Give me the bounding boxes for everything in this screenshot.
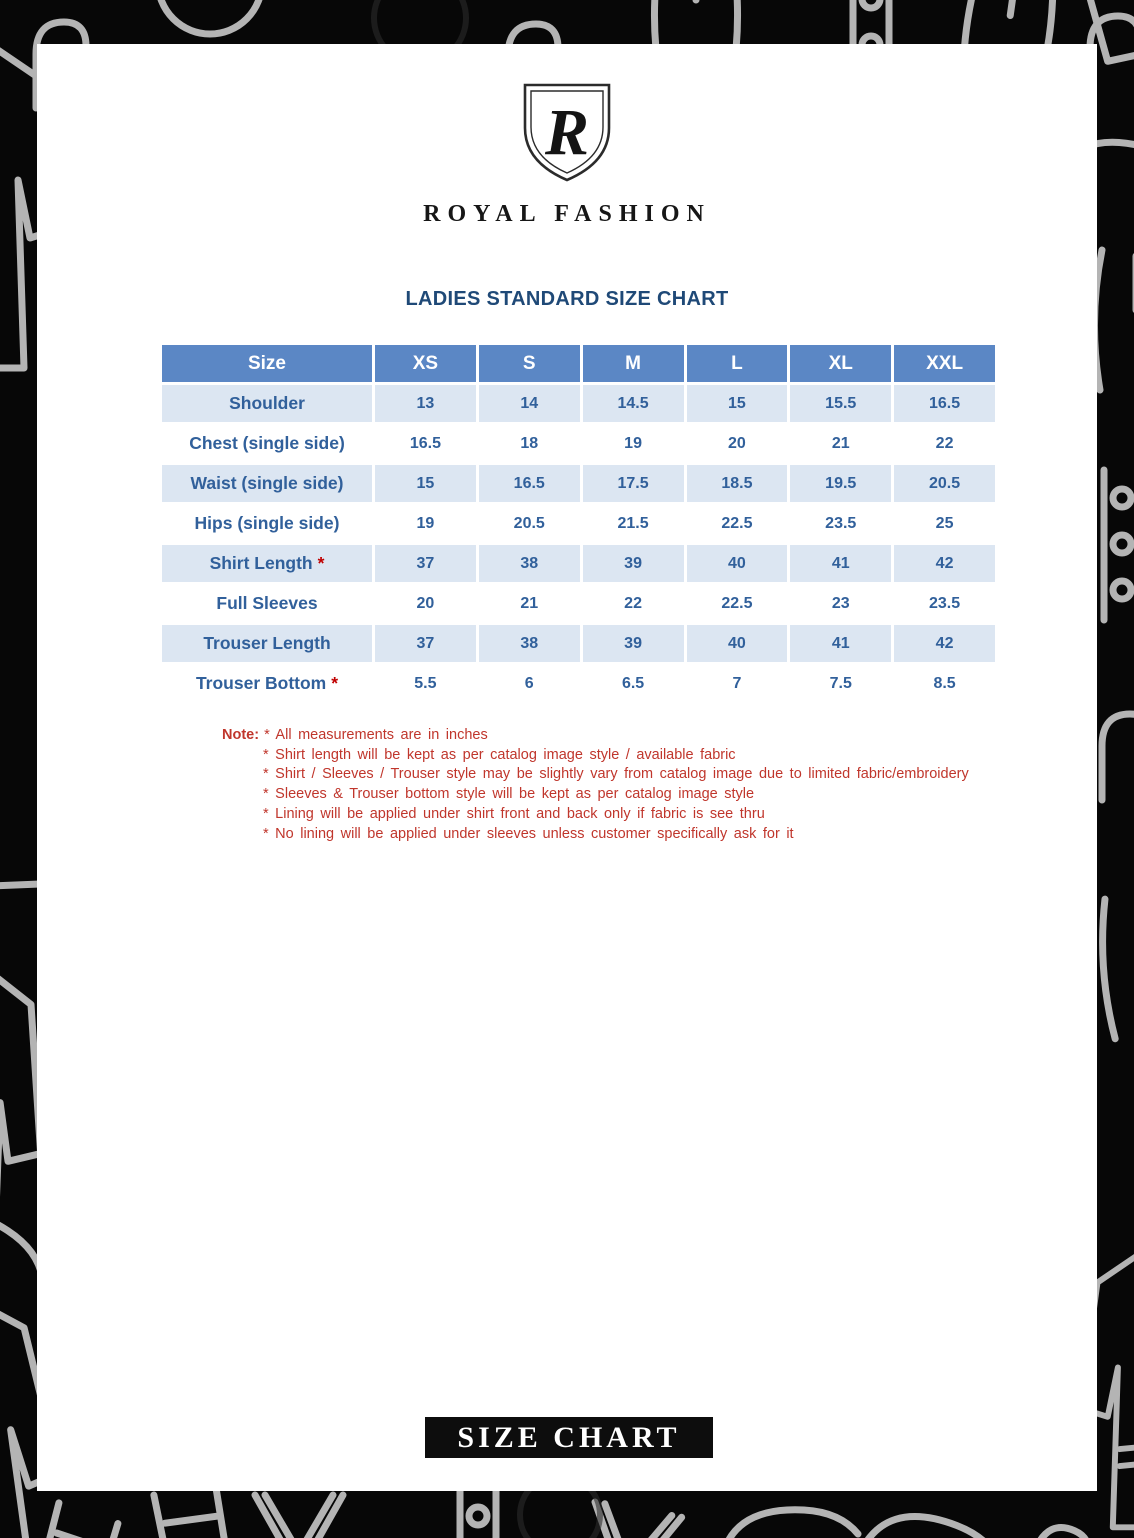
- size-value: 39: [583, 625, 684, 662]
- size-value: 22: [894, 425, 995, 462]
- size-value: 19.5: [790, 465, 891, 502]
- row-label: Shoulder: [162, 385, 372, 422]
- size-value: 21: [790, 425, 891, 462]
- size-value: 20: [375, 585, 476, 622]
- size-value: 19: [583, 425, 684, 462]
- row-label: Trouser Length: [162, 625, 372, 662]
- column-header: S: [479, 345, 580, 382]
- required-asterisk: *: [331, 673, 339, 693]
- size-value: 14.5: [583, 385, 684, 422]
- brand-logo: [37, 80, 1097, 228]
- note-item: * Lining will be applied under shirt front and back only if fabric is see thru: [263, 805, 765, 822]
- size-value: 37: [375, 625, 476, 662]
- size-value: 42: [894, 625, 995, 662]
- column-header: XL: [790, 345, 891, 382]
- size-value: 41: [790, 625, 891, 662]
- size-table: [162, 345, 995, 705]
- size-value: 17.5: [583, 465, 684, 502]
- table-row: [162, 465, 995, 502]
- size-value: 19: [375, 505, 476, 542]
- table-header-row: [162, 345, 995, 382]
- note-item: Note: * All measurements are in inches: [222, 727, 488, 743]
- size-value: 20: [687, 425, 788, 462]
- brand-name: ROYAL FASHION: [423, 201, 711, 227]
- size-value: 39: [583, 545, 684, 582]
- column-header: XS: [375, 345, 476, 382]
- size-value: 25: [894, 505, 995, 542]
- size-value: 7: [687, 665, 788, 702]
- row-label: Hips (single side): [162, 505, 372, 542]
- size-value: 8.5: [894, 665, 995, 702]
- size-value: 38: [479, 545, 580, 582]
- shield-icon: [519, 80, 615, 184]
- size-value: 16.5: [894, 385, 995, 422]
- size-value: 16.5: [479, 465, 580, 502]
- size-value: 18.5: [687, 465, 788, 502]
- size-value: 14: [479, 385, 580, 422]
- size-value: 20.5: [479, 505, 580, 542]
- size-value: 22.5: [687, 585, 788, 622]
- size-chart-banner: SIZE CHART: [425, 1417, 713, 1458]
- size-chart-page: [37, 44, 1097, 1491]
- column-header: M: [583, 345, 684, 382]
- size-value: 13: [375, 385, 476, 422]
- table-row: [162, 585, 995, 622]
- column-header: L: [687, 345, 788, 382]
- size-value: 21.5: [583, 505, 684, 542]
- size-value: 6: [479, 665, 580, 702]
- size-value: 23: [790, 585, 891, 622]
- size-value: 15: [375, 465, 476, 502]
- table-row: [162, 545, 995, 582]
- required-asterisk: *: [317, 553, 325, 573]
- column-header: Size: [162, 345, 372, 382]
- row-label: Shirt Length *: [162, 545, 372, 582]
- note-item: * Sleeves & Trouser bottom style will be kept as per catalog image style: [263, 786, 755, 803]
- size-value: 22.5: [687, 505, 788, 542]
- note-item: * No lining will be applied under sleeves unless customer specifically ask for it: [263, 825, 794, 842]
- size-value: 40: [687, 545, 788, 582]
- size-value: 41: [790, 545, 891, 582]
- size-value: 20.5: [894, 465, 995, 502]
- table-row: [162, 385, 995, 422]
- size-value: 18: [479, 425, 580, 462]
- page-title: LADIES STANDARD SIZE CHART: [405, 288, 729, 310]
- size-value: 37: [375, 545, 476, 582]
- table-row: [162, 505, 995, 542]
- size-value: 5.5: [375, 665, 476, 702]
- size-value: 23.5: [790, 505, 891, 542]
- size-value: 16.5: [375, 425, 476, 462]
- size-value: 22: [583, 585, 684, 622]
- note-item: * Shirt length will be kept as per catalog image style / available fabric: [263, 746, 736, 763]
- row-label: Full Sleeves: [162, 585, 372, 622]
- shield-letter: R: [544, 96, 590, 169]
- size-value: 40: [687, 625, 788, 662]
- row-label: Waist (single side): [162, 465, 372, 502]
- size-value: 7.5: [790, 665, 891, 702]
- column-header: XXL: [894, 345, 995, 382]
- size-value: 23.5: [894, 585, 995, 622]
- size-value: 15: [687, 385, 788, 422]
- table-row: [162, 625, 995, 662]
- size-value: 38: [479, 625, 580, 662]
- table-row: [162, 425, 995, 462]
- notes-section: [222, 726, 969, 844]
- collar-outline-icon: [255, 1495, 343, 1538]
- row-label: Chest (single side): [162, 425, 372, 462]
- note-label: Note:: [222, 727, 260, 743]
- table-row: [162, 665, 995, 702]
- size-value: 15.5: [790, 385, 891, 422]
- size-value: 6.5: [583, 665, 684, 702]
- note-item: * Shirt / Sleeves / Trouser style may be slightly vary from catalog image due to limited fabric/embroidery: [263, 766, 969, 783]
- size-value: 21: [479, 585, 580, 622]
- size-value: 42: [894, 545, 995, 582]
- row-label: Trouser Bottom *: [162, 665, 372, 702]
